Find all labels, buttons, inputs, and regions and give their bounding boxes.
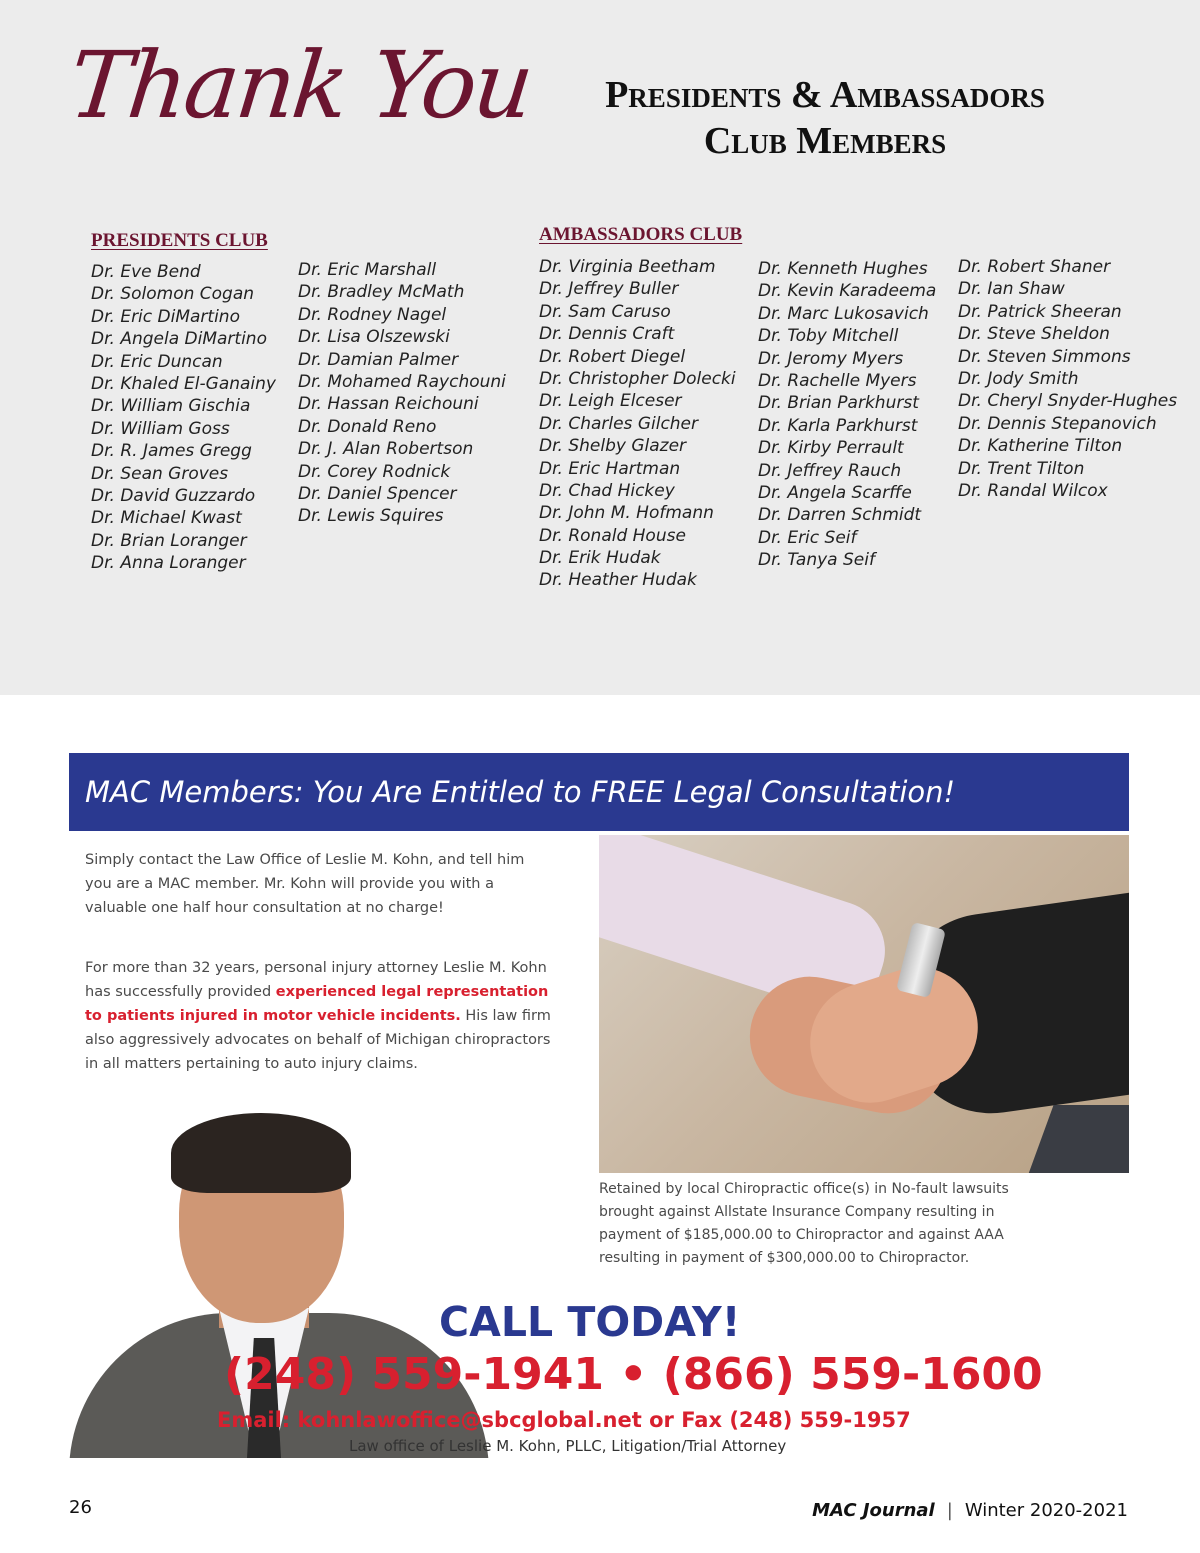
email-fax-line: Email: kohnlawoffice@sbcglobal.net or Fax (248) 559-1957 [217,1408,911,1432]
handshake-photo [599,835,1129,1173]
presidents-club-title: PRESIDENTS CLUB [91,230,268,251]
member-name: Dr. John M. Hofmann [539,503,714,524]
issue-date: Winter 2020-2021 [964,1500,1128,1521]
ad-settlement-caption: Retained by local Chiropractic office(s) in No-fault lawsuits brought against Allstate Insurance Company resulting in payment of $185,000.00 to Chiropractor and against AAA resulting in payment of $300,000.00 to Chiropractor. [599,1181,1009,1266]
legal-consultation-ad [69,753,1129,1458]
member-name: Dr. Heather Hudak [539,570,697,591]
member-name: Dr. Steven Simmons [958,346,1131,367]
page-heading [540,72,1110,164]
member-name: Dr. Dennis Craft [539,324,675,345]
attorney-portrait [69,1108,489,1458]
member-name: Dr. Virginia Beetham [539,257,716,277]
member-name: Dr. Karla Parkhurst [758,415,918,436]
member-name: Dr. Ian Shaw [958,279,1065,300]
member-name: Dr. Leigh Elceser [539,391,682,412]
member-name: Dr. Jeffrey Rauch [758,460,902,481]
laptop [1024,1105,1129,1173]
member-name: Dr. Brian Parkhurst [758,393,919,414]
member-name: Dr. Eric Seif [758,527,857,548]
member-name: Dr. Lisa Olszewski [298,327,450,348]
footer-separator: | [946,1500,953,1521]
member-name: Dr. Hassan Reichouni [298,394,479,415]
member-name: Dr. Dennis Stepanovich [958,413,1157,434]
member-name: Dr. Angela Scarffe [758,482,912,503]
member-name: Dr. Randal Wilcox [958,480,1108,501]
member-name: Dr. Eric DiMartino [91,306,240,327]
member-name: Dr. Shelby Glazer [539,436,687,457]
member-name: Dr. Lewis Squires [298,506,444,527]
heading-line-2: Club Members [703,120,947,162]
member-name: Dr. Kevin Karadeema [758,281,937,302]
member-name: Dr. Daniel Spencer [298,483,457,504]
member-name: Dr. Mohamed Raychouni [298,371,506,392]
member-name: Dr. Kenneth Hughes [758,259,928,279]
member-name: Dr. Khaled El-Ganainy [91,373,276,394]
member-name: Dr. William Goss [91,418,230,439]
member-name: Dr. J. Alan Robertson [298,439,474,460]
member-name: Dr. Darren Schmidt [758,505,922,526]
member-name: Dr. Kirby Perrault [758,438,904,459]
member-name: Dr. Jeromy Myers [758,348,904,369]
member-name: Dr. Jeffrey Buller [539,279,679,300]
ambassadors-club-column-3 [958,256,1177,502]
presidents-club-column-1 [91,261,276,574]
member-name: Dr. Brian Loranger [91,530,247,551]
member-name: Dr. Ronald House [539,525,686,546]
member-name: Dr. Trent Tilton [958,458,1085,479]
member-name: Dr. Sean Groves [91,463,229,484]
ad-experience-text-start: For more than 32 years, personal injury attorney Leslie M. Kohn has successfully provided [85,960,547,1000]
ad-experience-paragraph [85,956,555,1076]
member-name: Dr. Rodney Nagel [298,304,447,325]
member-name: Dr. Corey Rodnick [298,461,451,482]
member-name: Dr. Sam Caruso [539,301,671,322]
law-office-line: Law office of Leslie M. Kohn, PLLC, Litigation/Trial Attorney [349,1437,787,1455]
page-number: 26 [69,1497,92,1518]
member-name: Dr. Katherine Tilton [958,436,1123,457]
journal-name: MAC Journal [812,1500,935,1521]
member-name: Dr. Donald Reno [298,416,437,437]
member-name: Dr. Rachelle Myers [758,370,917,391]
member-name: Dr. Cheryl Snyder-Hughes [958,391,1178,412]
member-name: Dr. Anna Loranger [91,553,246,574]
member-name: Dr. Eric Duncan [91,351,223,372]
thank-you-script-title: Thank You [64,32,536,139]
footer-publication [812,1500,1128,1521]
member-name: Dr. R. James Gregg [91,441,252,462]
member-name: Dr. Christopher Dolecki [539,368,736,389]
member-name: Dr. Tanya Seif [758,550,875,571]
member-name: Dr. Michael Kwast [91,508,242,529]
member-name: Dr. Angela DiMartino [91,329,267,350]
member-name: Dr. Toby Mitchell [758,326,899,347]
presidents-club-column-2 [298,259,506,528]
ad-banner: MAC Members: You Are Entitled to FREE Legal Consultation! [69,753,1129,831]
call-today-heading: CALL TODAY! [439,1298,741,1346]
member-name: Dr. Robert Diegel [539,346,686,367]
member-name: Dr. Steve Sheldon [958,324,1110,345]
member-name: Dr. Bradley McMath [298,282,465,303]
ambassadors-club-title: AMBASSADORS CLUB [539,224,743,245]
member-name: Dr. Chad Hickey [539,480,675,501]
member-name: Dr. Charles Gilcher [539,413,699,434]
member-name: Dr. Marc Lukosavich [758,303,929,324]
member-name: Dr. Eric Marshall [298,260,437,280]
member-name: Dr. Robert Shaner [958,257,1111,277]
member-name: Dr. William Gischia [91,396,251,417]
ad-experience-highlight: experienced legal representation to patients injured in motor vehicle incidents. [85,984,549,1024]
member-name: Dr. Eve Bend [91,262,201,282]
member-name: Dr. Jody Smith [958,368,1079,389]
heading-line-1: Presidents & Ambassadors [605,74,1045,116]
member-name: Dr. Solomon Cogan [91,284,255,305]
ad-experience-text-end: His law firm also aggressively advocates on behalf of Michigan chiropractors in all matters pertaining to auto injury claims. [85,1008,551,1072]
phone-numbers: (248) 559-1941 • (866) 559-1600 [224,1349,1043,1400]
member-name: Dr. Damian Palmer [298,349,459,370]
ad-intro-paragraph: Simply contact the Law Office of Leslie M. Kohn, and tell him you are a MAC member. Mr. Kohn will provide you with a valuable one half hour consultation at no charge! [85,852,525,916]
member-name: Dr. Erik Hudak [539,548,661,569]
member-name: Dr. Patrick Sheeran [958,301,1122,322]
thank-you-panel [0,0,1200,695]
ambassadors-club-column-2 [758,258,936,571]
portrait-hair [171,1113,351,1193]
ambassadors-club-column-1 [539,256,736,592]
member-name: Dr. David Guzzardo [91,485,256,506]
member-name: Dr. Eric Hartman [539,458,681,479]
